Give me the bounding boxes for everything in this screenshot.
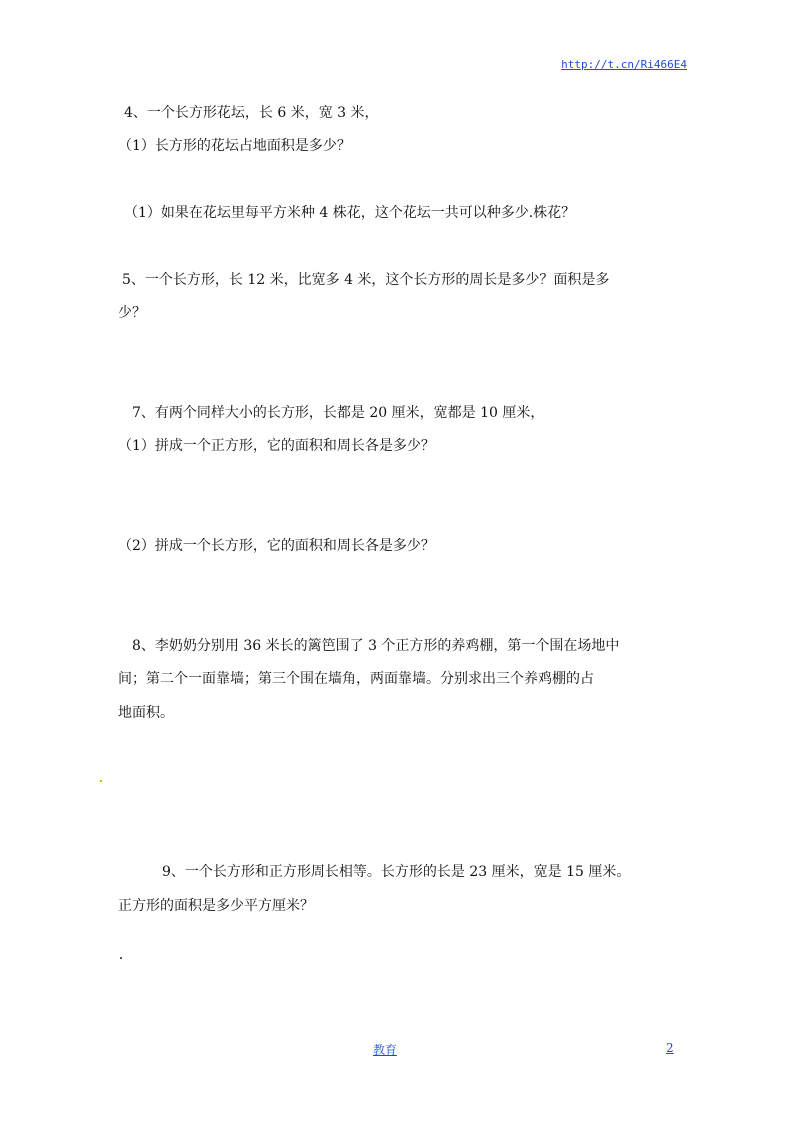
page-number: 2	[666, 1041, 674, 1055]
question-9-line-1: 9、一个长方形和正方形周长相等。长方形的长是 23 厘米，宽是 15 厘米。	[162, 864, 631, 880]
question-8-line-3: 地面积。	[118, 705, 174, 721]
question-4-part-2: （1）如果在花坛里每平方米种 4 株花，这个花坛一共可以种多少.株花？	[124, 205, 576, 221]
question-5-line-1: 5、一个长方形，长 12 米，比宽多 4 米，这个长方形的周长是多少？面积是多	[122, 272, 610, 288]
question-7-title: 7、有两个同样大小的长方形，长都是 20 厘米，宽都是 10 厘米，	[132, 405, 545, 421]
question-9-line-2: 正方形的面积是多少平方厘米？	[118, 898, 314, 914]
question-7-part-2: （2）拼成一个长方形，它的面积和周长各是多少？	[118, 538, 435, 554]
question-5-line-2: 少？	[118, 305, 146, 321]
header-link[interactable]: http://t.cn/Ri466E4	[561, 58, 687, 71]
footer-link[interactable]: 教育	[373, 1043, 398, 1057]
question-8-line-2: 间；第二个一面靠墙；第三个围在墙角，两面靠墙。分别求出三个养鸡棚的占	[118, 671, 594, 687]
question-4-title: 4、一个长方形花坛，长 6 米，宽 3 米，	[124, 105, 379, 121]
stray-mark	[120, 957, 122, 959]
question-7-part-1: （1）拼成一个正方形，它的面积和周长各是多少？	[118, 438, 435, 454]
question-8-line-1: 8、李奶奶分别用 36 米长的篱笆围了 3 个正方形的养鸡棚，第一个围在场地中	[132, 638, 620, 654]
stray-mark	[100, 780, 102, 782]
question-4-part-1: （1）长方形的花坛占地面积是多少？	[118, 138, 351, 154]
